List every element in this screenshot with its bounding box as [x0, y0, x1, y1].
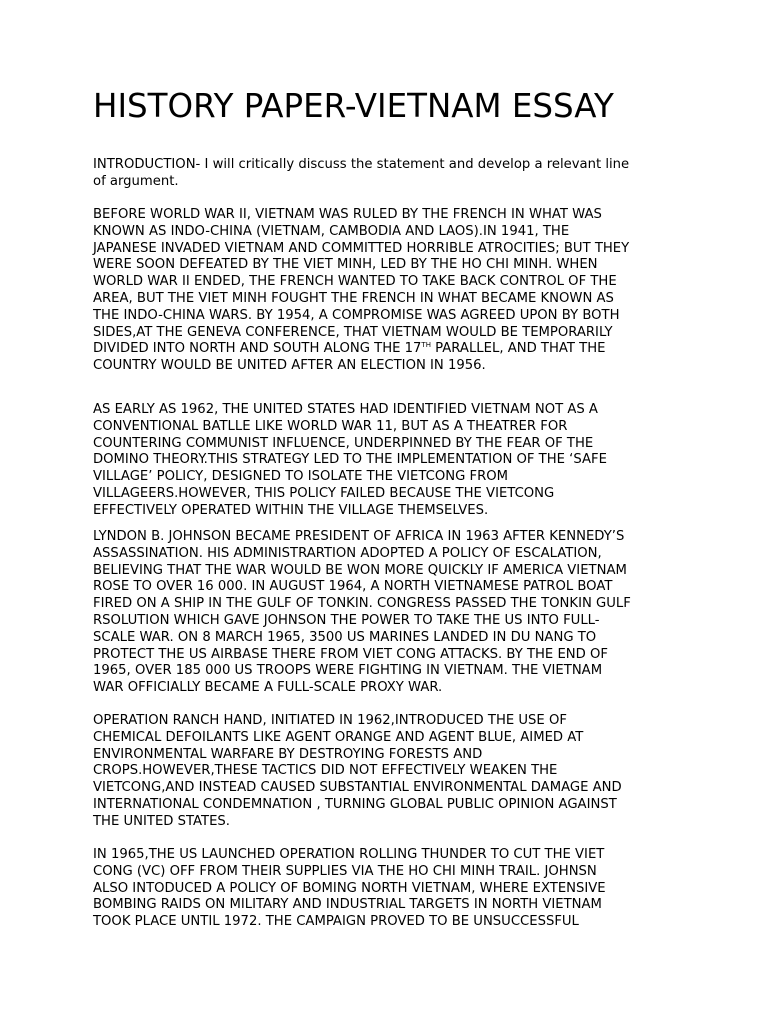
text-line: IN 1965,THE US LAUNCHED OPERATION ROLLING THUNDER TO CUT THE VIET	[93, 847, 605, 862]
text-fragment: DIVIDED INTO NORTH AND SOUTH ALONG THE 17	[93, 341, 422, 357]
paragraph-ranch-hand	[93, 713, 683, 831]
text-line: CONVENTIONAL BATLLE LIKE WORLD WAR 11, BUT AS A THEATRER FOR	[93, 418, 568, 434]
text-line: DOMINO THEORY.THIS STRATEGY LED TO THE IMPLEMENTATION OF THE ‘SAFE	[93, 452, 607, 468]
paragraph-rolling-thunder	[93, 847, 683, 931]
text-line: BOMBING RAIDS ON MILITARY AND INDUSTRIAL TARGETS IN NORTH VIETNAM	[93, 897, 602, 913]
text-line: CROPS.HOWEVER,THESE TACTICS DID NOT EFFECTIVELY WEAKEN THE	[93, 763, 558, 779]
text-line: BEFORE WORLD WAR II, VIETNAM WAS RULED BY THE FRENCH IN WHAT WAS	[93, 207, 602, 222]
text-line: WERE SOON DEFEATED BY THE VIET MINH, LED BY THE HO CHI MINH. WHEN	[93, 257, 598, 273]
text-line: VILLAGE’ POLICY, DESIGNED TO ISOLATE THE VIETCONG FROM	[93, 469, 509, 485]
paragraph-french-rule	[93, 207, 683, 375]
text-line	[93, 341, 683, 358]
text-line: WAR OFFICIALLY BECAME A FULL-SCALE PROXY WAR.	[93, 680, 443, 696]
text-fragment: PARALLEL, AND THAT THE	[430, 341, 606, 357]
text-line: PROTECT THE US AIRBASE THERE FROM VIET CONG ATTACKS. BY THE END OF	[93, 646, 608, 662]
text-line: WORLD WAR II ENDED, THE FRENCH WANTED TO TAKE BACK CONTROL OF THE	[93, 274, 617, 290]
text-line: JAPANESE INVADED VIETNAM AND COMMITTED HORRIBLE ATROCITIES; BUT THEY	[93, 240, 630, 256]
text-line: CONG (VC) OFF FROM THEIR SUPPLIES VIA THE HO CHI MINH TRAIL. JOHNSN	[93, 863, 597, 879]
text-line: AS EARLY AS 1962, THE UNITED STATES HAD IDENTIFIED VIETNAM NOT AS A	[93, 402, 598, 417]
text-line: ENVIRONMENTAL WARFARE BY DESTROYING FORESTS AND	[93, 746, 483, 762]
text-line: THE UNITED STATES.	[93, 813, 230, 829]
text-line: VILLAGEERS.HOWEVER, THIS POLICY FAILED BECAUSE THE VIETCONG	[93, 485, 555, 501]
text-line: INTERNATIONAL CONDEMNATION , TURNING GLOBAL PUBLIC OPINION AGAINST	[93, 796, 617, 812]
text-line: THE INDO-CHINA WARS. BY 1954, A COMPROMISE WAS AGREED UPON BY BOTH	[93, 307, 620, 323]
document-title: HISTORY PAPER-VIETNAM ESSAY	[93, 87, 614, 125]
text-line: LYNDON B. JOHNSON BECAME PRESIDENT OF AFRICA IN 1963 AFTER KENNEDY’S	[93, 529, 625, 544]
text-line: ALSO INTODUCED A POLICY OF BOMING NORTH VIETNAM, WHERE EXTENSIVE	[93, 880, 606, 896]
paragraph-johnson	[93, 529, 683, 697]
text-line: SCALE WAR. ON 8 MARCH 1965, 3500 US MARINES LANDED IN DU NANG TO	[93, 629, 597, 645]
text-line: INTRODUCTION- I will critically discuss the statement and develop a relevant line	[93, 157, 630, 172]
intro-paragraph	[93, 157, 683, 191]
text-line: FIRED ON A SHIP IN THE GULF OF TONKIN. CONGRESS PASSED THE TONKIN GULF	[93, 596, 631, 612]
text-line: AREA, BUT THE VIET MINH FOUGHT THE FRENCH IN WHAT BECAME KNOWN AS	[93, 290, 614, 306]
text-line: ROSE TO OVER 16 000. IN AUGUST 1964, A NORTH VIETNAMESE PATROL BOAT	[93, 579, 613, 595]
paragraph-early-1962	[93, 402, 683, 520]
text-line: VIETCONG,AND INSTEAD CAUSED SUBSTANTIAL ENVIRONMENTAL DAMAGE AND	[93, 780, 622, 796]
text-line: COUNTERING COMMUNIST INFLUENCE, UNDERPINNED BY THE FEAR OF THE	[93, 435, 594, 451]
text-line: 1965, OVER 185 000 US TROOPS WERE FIGHTING IN VIETNAM. THE VIETNAM	[93, 663, 603, 679]
text-line: BELIEVING THAT THE WAR WOULD BE WON MORE QUICKLY IF AMERICA VIETNAM	[93, 562, 627, 578]
text-line: of argument.	[93, 173, 179, 189]
superscript-ordinal: TH	[421, 341, 431, 350]
text-line: TOOK PLACE UNTIL 1972. THE CAMPAIGN PROVED TO BE UNSUCCESSFUL	[93, 914, 579, 930]
text-line: SIDES,AT THE GENEVA CONFERENCE, THAT VIETNAM WOULD BE TEMPORARILY	[93, 324, 613, 340]
text-line: RSOLUTION WHICH GAVE JOHNSON THE POWER TO TAKE THE US INTO FULL-	[93, 612, 600, 628]
text-line: KNOWN AS INDO-CHINA (VIETNAM, CAMBODIA AND LAOS).IN 1941, THE	[93, 223, 570, 239]
text-line: EFFECTIVELY OPERATED WITHIN THE VILLAGE THEMSELVES.	[93, 502, 489, 518]
text-line: OPERATION RANCH HAND, INITIATED IN 1962,INTRODUCED THE USE OF	[93, 713, 567, 728]
text-line: ASSASSINATION. HIS ADMINISTRARTION ADOPTED A POLICY OF ESCALATION,	[93, 545, 602, 561]
text-line: COUNTRY WOULD BE UNITED AFTER AN ELECTION IN 1956.	[93, 358, 486, 374]
text-line: CHEMICAL DEFOILANTS LIKE AGENT ORANGE AND AGENT BLUE, AIMED AT	[93, 729, 584, 745]
